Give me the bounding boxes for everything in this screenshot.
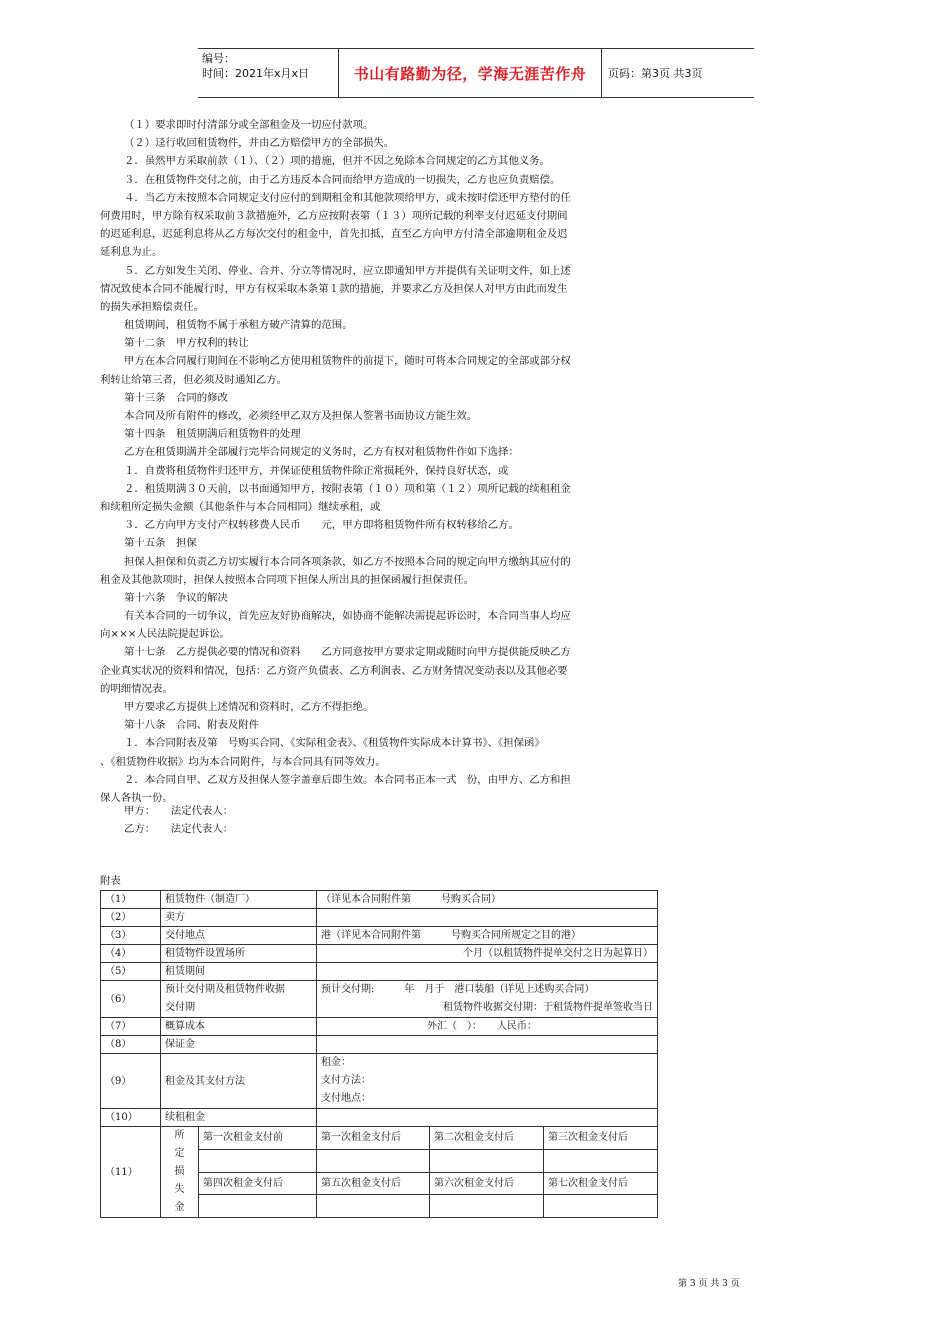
row-value	[317, 1109, 658, 1127]
contract-body	[100, 116, 635, 807]
body-line: 利转让给第三者，但必须及时通知乙方。	[100, 373, 288, 386]
signature-block	[124, 802, 233, 838]
table-row	[101, 909, 658, 927]
row-label-line: 预计交付期及租赁物件收据	[165, 984, 285, 995]
row-label: 租赁期间	[161, 963, 317, 981]
table-row	[101, 927, 658, 945]
row-value-line: 支付地点：	[321, 1093, 371, 1104]
stage-value	[544, 1195, 658, 1218]
stage-value	[430, 1149, 544, 1172]
row-value: 个月（以租赁物件提单交付之日为起算日）	[317, 945, 658, 963]
party-a-signature: 甲方： 法定代表人：	[124, 805, 234, 817]
body-line: 情况致使本合同不能履行时，甲方有权采取本条第１款的措施，并要求乙方及担保人对甲方由此而发生	[100, 282, 568, 295]
body-line: 第十六条 争议的解决	[124, 591, 228, 604]
table-row	[101, 891, 658, 909]
stage-value	[317, 1149, 430, 1172]
row-number: （3）	[101, 927, 161, 945]
row-value	[317, 909, 658, 927]
body-line: 第十五条 担保	[124, 537, 197, 550]
body-line: 第十三条 合同的修改	[124, 391, 228, 404]
body-line: ２．本合同自甲、乙双方及担保人签字盖章后即生效。本合同书正本一式 份，由甲方、乙方和担	[124, 773, 571, 786]
row-label: 租赁物件设置场所	[161, 945, 317, 963]
row-label-line: 金	[174, 1202, 185, 1213]
stage-header: 第一次租金支付前	[199, 1127, 317, 1150]
stage-value	[199, 1195, 317, 1218]
stage-value	[544, 1149, 658, 1172]
body-line: 第十二条 甲方权利的转让	[124, 337, 249, 350]
table-row	[101, 1036, 658, 1054]
body-line: 甲方要求乙方提供上述情况和资料时，乙方不得拒绝。	[124, 701, 374, 713]
body-line: 本合同及所有附件的修改，必须经甲乙双方及担保人签署书面协议方能生效。	[124, 410, 478, 422]
stage-value	[199, 1149, 317, 1172]
row-number: （1）	[101, 891, 161, 909]
stage-value	[430, 1195, 544, 1218]
body-line: 的迟延利息，迟延利息将从乙方每次交付的租金中，首先扣抵，直至乙方向甲方付清全部逾期租金及迟	[100, 228, 568, 241]
row-value	[317, 963, 658, 981]
row-number: （5）	[101, 963, 161, 981]
body-line: 甲方在本合同履行期间在不影响乙方使用租赁物件的前提下，随时可将本合同规定的全部或部分权	[124, 355, 571, 368]
body-line: （１）要求即时付清部分或全部租金及一切应付款项。	[124, 119, 374, 131]
row-number: （11）	[101, 1127, 161, 1218]
row-number: （2）	[101, 909, 161, 927]
stage-header: 第七次租金支付后	[544, 1172, 658, 1195]
row-value-line: 租赁物件收据交付期：于租赁物件提单签收当日	[443, 1002, 653, 1013]
row-label: 卖方	[161, 909, 317, 927]
body-line: 有关本合同的一切争议，首先应友好协商解决，如协商不能解决需提起诉讼时，本合同当事人均应	[124, 610, 571, 623]
body-line: ５．乙方如发生关闭、停业、合并、分立等情况时，应立即通知甲方并提供有关证明文件，如上述	[124, 264, 571, 277]
row-label: 租金及其支付方法	[161, 1054, 317, 1109]
row-value-line: 预计交付期: 年 月于 港口装船（详见上述购买合同）	[321, 984, 595, 995]
table-row	[101, 1127, 658, 1150]
row-label: 概算成本	[161, 1018, 317, 1036]
row-label-line: 所 定	[174, 1130, 195, 1159]
body-line: 租金及其他款项时，担保人按照本合同项下担保人所出具的担保函履行担保责任。	[100, 573, 475, 586]
stage-value	[317, 1195, 430, 1218]
row-label: 交付地点	[161, 927, 317, 945]
header-page-label: 页码：第3页 共3页	[608, 67, 703, 80]
row-value-line: 支付方法：	[321, 1075, 371, 1086]
header-meta	[198, 49, 338, 97]
row-label: 续租租金	[161, 1109, 317, 1127]
body-line: 、《租赁物件收据》均为本合同附件，与本合同具有同等效力。	[100, 755, 386, 768]
page-footer: 第 3 页 共 3 页	[678, 1279, 740, 1289]
stage-header: 第二次租金支付后	[430, 1127, 544, 1150]
body-line: ２．虽然甲方采取前款（１）、（２）项的措施，但并不因之免除本合同规定的乙方其他义务。	[124, 155, 551, 168]
body-line: １．自费将租赁物件归还甲方，并保证使租赁物件除正常损耗外，保持良好状态，或	[124, 464, 509, 477]
table-row	[101, 1054, 658, 1109]
body-line: 租赁期间，租赁物不属于承租方破产清算的范围。	[124, 319, 353, 332]
stage-header: 第五次租金支付后	[317, 1172, 430, 1195]
document-date-label: 时间：2021年x月x日	[202, 67, 310, 80]
body-line: 乙方在租赁期满并全部履行完毕合同规定的义务时，乙方有权对租赁物件作如下选择：	[124, 446, 519, 459]
row-label-line: 交付期	[165, 1002, 195, 1013]
body-line: （２）迳行收回租赁物件，并由乙方赔偿甲方的全部损失。	[124, 137, 395, 150]
header-motto: 书山有路勤为径，学海无涯苦作舟	[338, 49, 602, 97]
body-line: 延利息为止。	[100, 246, 163, 259]
body-line: １．本合同附表及第 号购买合同、《实际租金表》、《租赁物件实际成本计算书》、《担保函》	[124, 737, 545, 750]
row-value: 外汇（ ）： 人民币：	[317, 1018, 658, 1036]
body-line: 第十八条 合同、附表及附件	[124, 719, 260, 732]
page-header	[198, 48, 754, 98]
body-line: ２．租赁期满３０天前，以书面通知甲方，按附表第（１０）项和第（１２）项所记载的续租租金	[124, 482, 571, 495]
body-line: 向×××人民法院提起诉讼。	[100, 628, 231, 641]
row-value	[317, 981, 658, 1018]
body-line: 担保人担保和负责乙方切实履行本合同各项条款，如乙方不按照本合同的规定向甲方缴纳其应付的	[124, 555, 571, 568]
body-line: ４．当乙方未按照本合同规定支付应付的到期租金和其他款项给甲方，或未按时偿还甲方垫付的任	[124, 191, 571, 204]
row-number: （8）	[101, 1036, 161, 1054]
body-line: 何费用时，甲方除有权采取前３款措施外，乙方应按附表第（１３）项所记载的利率支付迟延支付期间	[100, 209, 568, 222]
row-label	[161, 1127, 199, 1218]
row-value	[317, 1054, 658, 1109]
row-number: （6）	[101, 981, 161, 1018]
row-number: （10）	[101, 1109, 161, 1127]
row-number: （4）	[101, 945, 161, 963]
party-b-signature: 乙方： 法定代表人：	[124, 823, 234, 836]
row-value: （详见本合同附件第 号购买合同）	[317, 891, 658, 909]
body-line: 和续租所定损失金额（其他条件与本合同相同）继续承租，或	[100, 500, 381, 513]
body-line: 的损失承担赔偿责任。	[100, 300, 204, 313]
stage-header: 第六次租金支付后	[430, 1172, 544, 1195]
document-number-label: 编号：	[202, 52, 235, 65]
body-line: 企业真实状况的资料和情况，包括：乙方资产负债表、乙方利润表、乙方财务情况变动表以及其他必要	[100, 664, 568, 677]
stage-header: 第三次租金支付后	[544, 1127, 658, 1150]
row-label-line: 损 失	[174, 1166, 195, 1195]
row-number: （9）	[101, 1054, 161, 1109]
body-line: 的明细情况表。	[100, 682, 173, 695]
row-label: 租赁物件（制造厂）	[161, 891, 317, 909]
row-value: 港（详见本合同附件第 号购买合同所规定之目的港）	[317, 927, 658, 945]
stage-header: 第一次租金支付后	[317, 1127, 430, 1150]
stage-header: 第四次租金支付后	[199, 1172, 317, 1195]
body-line: ３．乙方向甲方支付产权转移费人民币 元，甲方即将租赁物件所有权转移给乙方。	[124, 519, 519, 532]
table-row	[101, 981, 658, 1018]
row-value-line: 租金：	[321, 1057, 351, 1068]
body-line: ３．在租赁物件交付之前，由于乙方违反本合同而给甲方造成的一切损失，乙方也应负责赔偿。	[124, 173, 561, 186]
body-line: 保人各执一份。	[100, 791, 173, 804]
table-row	[101, 1018, 658, 1036]
table-row	[101, 1109, 658, 1127]
row-number: （7）	[101, 1018, 161, 1036]
table-row	[101, 945, 658, 963]
annex-table	[100, 890, 658, 1218]
row-label	[161, 981, 317, 1018]
row-label: 保证金	[161, 1036, 317, 1054]
row-value	[317, 1036, 658, 1054]
table-row	[101, 963, 658, 981]
body-line: 第十四条 租赁期满后租赁物件的处理	[124, 428, 301, 441]
annex-title: 附表	[100, 875, 121, 887]
body-line: 第十七条 乙方提供必要的情况和资料 乙方同意按甲方要求定期或随时向甲方提供能反映乙方	[124, 646, 571, 659]
